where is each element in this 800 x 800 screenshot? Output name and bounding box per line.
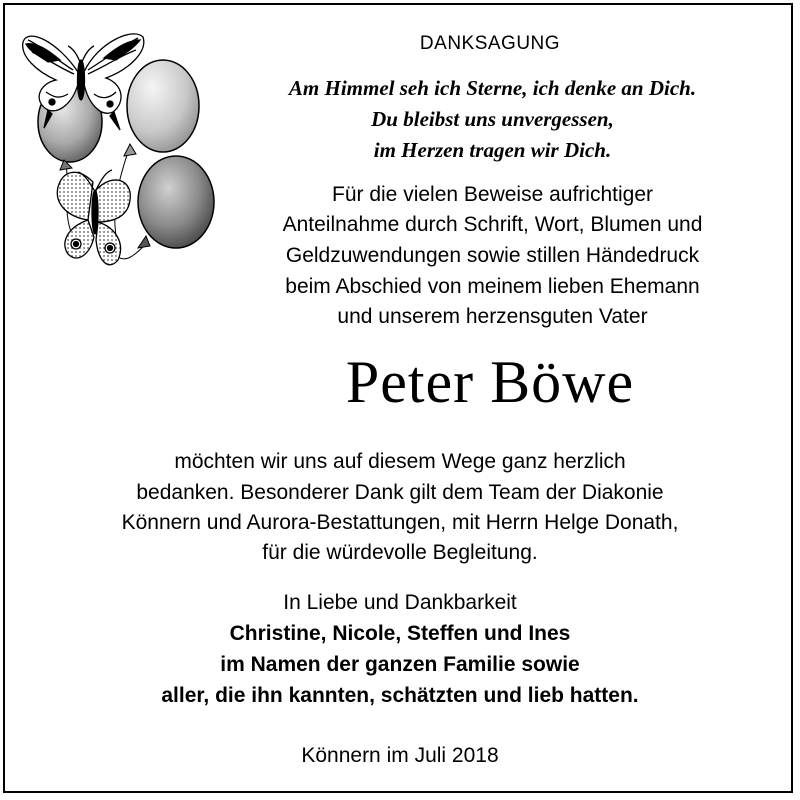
poem-line-1: Am Himmel seh ich Sterne, ich denke an Dich. <box>288 76 697 100</box>
intro-line-1: Für die vielen Beweise aufrichtiger <box>332 183 653 206</box>
poem-line-2: Du bleibst uns unvergessen, <box>371 107 614 131</box>
signatories-line-3: aller, die ihn kannten, schätzten und lieb hatten. <box>161 684 639 707</box>
thanks-line-3: Könnern und Aurora-Bestattungen, mit Herrn Helge Donath, <box>121 511 679 534</box>
notice-heading: DANKSAGUNG <box>419 33 561 54</box>
thanks-line-4: für die würdevolle Begleitung. <box>262 541 538 564</box>
balloon-icon <box>138 156 214 248</box>
butterfly-icon <box>57 170 130 265</box>
signatories-line-1: Christine, Nicole, Steffen und Ines <box>229 622 571 645</box>
closing-line: In Liebe und Dankbarkeit <box>283 591 517 614</box>
poem-line-3: im Herzen tragen wir Dich. <box>373 138 612 162</box>
balloons-butterflies-illustration <box>18 22 228 277</box>
intro-line-2: Anteilnahme durch Schrift, Wort, Blumen und <box>282 213 703 236</box>
intro-line-5: und unserem herzensguten Vater <box>337 305 648 328</box>
intro-line-4: beim Abschied von meinem lieben Ehemann <box>285 275 700 298</box>
balloon-icon <box>124 60 199 156</box>
thanks-line-2: bedanken. Besonderer Dank gilt dem Team der Diakonie <box>136 481 664 504</box>
deceased-name: Peter Böwe <box>345 349 635 415</box>
signatories-line-2: im Namen der ganzen Familie sowie <box>220 653 580 676</box>
thanks-line-1: möchten wir uns auf diesem Wege ganz herzlich <box>174 450 626 473</box>
place-date: Könnern im Juli 2018 <box>301 744 499 767</box>
intro-line-3: Geldzuwendungen sowie stillen Händedruck <box>285 244 700 267</box>
